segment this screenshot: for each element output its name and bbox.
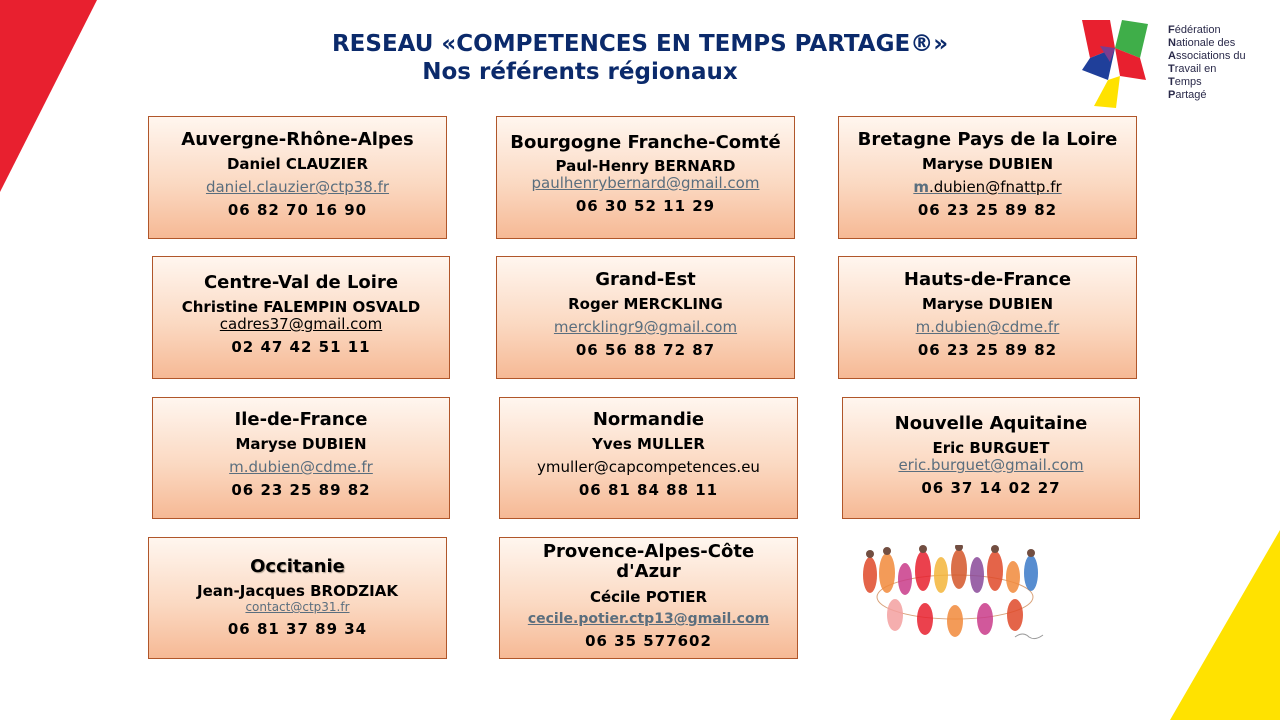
referent-email-link[interactable]: daniel.clauzier@ctp38.fr: [205, 178, 390, 196]
referent-email: ymuller@capcompetences.eu: [537, 458, 760, 476]
region-card-normandie: [499, 397, 798, 519]
referent-name: Maryse DUBIEN: [922, 295, 1053, 313]
logo-line: Temps: [1168, 76, 1202, 88]
region-card-auvergne-rhone-alpes: [148, 116, 447, 239]
region-name: Normandie: [592, 409, 705, 430]
referent-phone: 06 30 52 11 29: [575, 197, 716, 215]
referent-phone: 06 23 25 89 82: [917, 201, 1058, 219]
email-prefix: m: [913, 178, 929, 196]
referent-phone: 06 56 88 72 87: [575, 341, 716, 359]
page-title: [250, 30, 1030, 86]
referent-name: Yves MULLER: [592, 435, 705, 453]
referent-email-link[interactable]: [839, 177, 1136, 197]
region-card-grand-est: [496, 256, 795, 379]
region-name-line-2: d'Azur: [616, 561, 681, 582]
referent-phone: 06 37 14 02 27: [921, 479, 1061, 497]
referent-phone: 06 35 577602: [585, 632, 712, 650]
region-card-hauts-de-france: [838, 256, 1137, 379]
region-name: Grand-Est: [595, 269, 696, 290]
group-people-illustration-icon: [855, 545, 1055, 645]
referent-phone: 02 47 42 51 11: [231, 338, 371, 356]
region-card-centre-val-de-loire: [152, 256, 450, 379]
title-line-1: RESEAU «COMPETENCES EN TEMPS PARTAGE®»: [331, 31, 949, 57]
referent-name: Cécile POTIER: [589, 588, 708, 606]
region-card-ile-de-france: [152, 397, 450, 519]
region-name-line-1: Provence-Alpes-Côte: [542, 541, 755, 562]
red-corner-decoration: [0, 0, 100, 200]
referent-name: Jean-Jacques BRODZIAK: [197, 582, 398, 600]
referent-email-link[interactable]: paulhenrybernard@gmail.com: [531, 174, 760, 192]
logo-line: Travail en: [1168, 63, 1217, 75]
referent-phone: 06 23 25 89 82: [231, 481, 371, 499]
referent-phone: 06 81 37 89 34: [227, 620, 368, 638]
region-name: Auvergne-Rhône-Alpes: [181, 129, 414, 150]
referent-name: Daniel CLAUZIER: [226, 155, 369, 173]
logo-line: Nationale des: [1168, 37, 1236, 49]
referent-email-link[interactable]: eric.burguet@gmail.com: [898, 456, 1084, 474]
referent-email-link[interactable]: mercklingr9@gmail.com: [553, 318, 738, 336]
region-name: Bourgogne Franche-Comté: [510, 132, 781, 153]
referent-name: Maryse DUBIEN: [235, 435, 367, 453]
region-card-bourgogne-franche-comte: [496, 116, 795, 239]
yellow-corner-decoration: [1170, 530, 1280, 720]
referent-phone: 06 81 84 88 11: [578, 481, 719, 499]
logo-line: Associations du: [1168, 50, 1246, 62]
referent-name: Eric BURGUET: [932, 439, 1050, 457]
email-rest: .dubien@fnattp.fr: [928, 178, 1062, 196]
region-card-bretagne-pays-de-la-loire: [838, 116, 1137, 239]
referent-email-link[interactable]: m.dubien@cdme.fr: [915, 318, 1060, 336]
referent-name: Maryse DUBIEN: [922, 155, 1053, 173]
region-name: Hauts-de-France: [903, 269, 1072, 290]
logo-line: Fédération: [1168, 24, 1221, 36]
region-name: Nouvelle Aquitaine: [894, 413, 1088, 434]
referent-email-link[interactable]: m.dubien@cdme.fr: [229, 458, 373, 476]
region-name: Centre-Val de Loire: [203, 272, 399, 293]
region-name: Bretagne Pays de la Loire: [857, 129, 1118, 150]
logo-text: [1168, 24, 1246, 102]
referent-phone: 06 23 25 89 82: [917, 341, 1058, 359]
logo-line: Partagé: [1168, 89, 1207, 101]
region-card-nouvelle-aquitaine: [842, 397, 1140, 519]
referent-email-link[interactable]: contact@ctp31.fr: [245, 600, 350, 614]
region-card-occitanie: [148, 537, 447, 659]
referent-email-link[interactable]: cecile.potier.ctp13@gmail.com: [527, 611, 770, 627]
region-card-provence-alpes-cote-d-azur: [499, 537, 798, 659]
referent-email-link[interactable]: cadres37@gmail.com: [219, 315, 383, 333]
region-name: Ile-de-France: [234, 409, 368, 430]
title-line-2: Nos référents régionaux: [422, 59, 738, 85]
referent-phone: 06 82 70 16 90: [227, 201, 368, 219]
referent-name: Paul-Henry BERNARD: [555, 157, 736, 175]
referent-name: Christine FALEMPIN OSVALD: [181, 298, 421, 316]
fnattp-logo-icon: [1080, 18, 1150, 110]
region-name: Occitanie: [250, 556, 345, 577]
referent-name: Roger MERCKLING: [568, 295, 723, 313]
